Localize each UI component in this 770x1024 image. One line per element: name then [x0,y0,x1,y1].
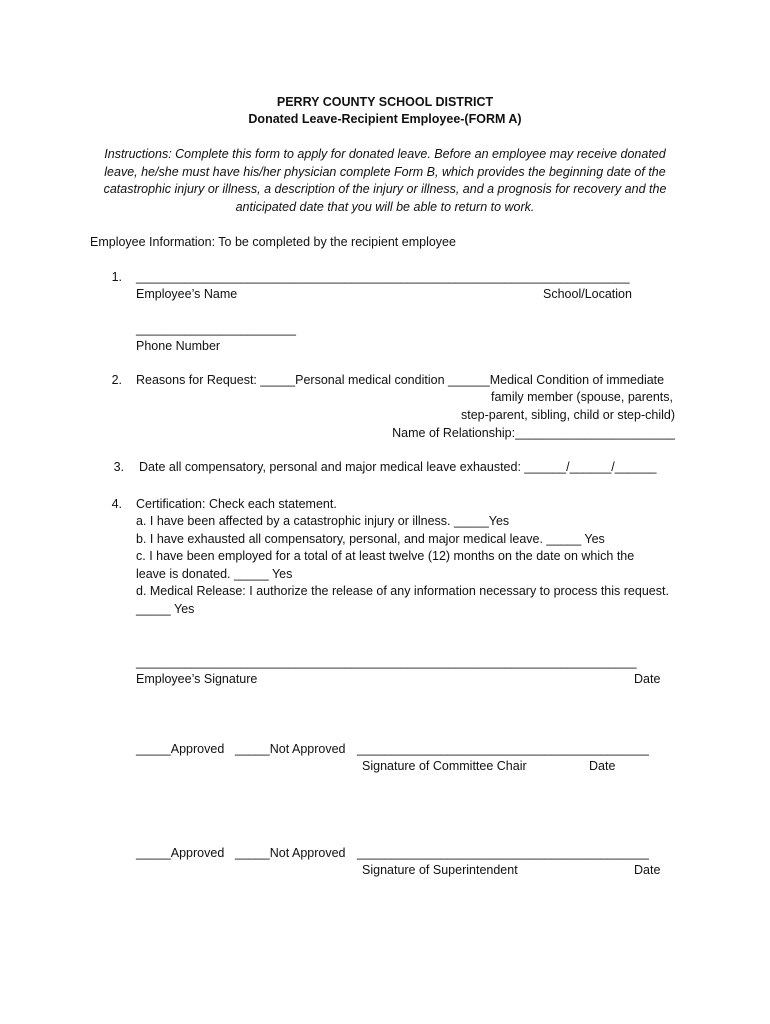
district-title: PERRY COUNTY SCHOOL DISTRICT [276,95,494,109]
superintendent-date-label: Date [634,863,661,877]
name-of-relationship-field[interactable]: Name of Relationship:_______________________ [392,426,675,440]
phone-number-label: Phone Number [136,339,221,353]
committee-signature-line[interactable]: __________________________________________ [357,742,649,756]
instructions-text: Instructions: Complete this form to apply for donated leave. Before an employee may receive donated leave, he/she must have his/her physician complete Form B, which provides the beginning date of the catastrophic injury or illness, a description of the injury or illness, and a prognosis for recovery and the anticipated date that you will be able to return to work. [103,147,667,214]
certification-c-line1: c. I have been employed for a total of at least twelve (12) months on the date on which the [136,549,635,563]
superintendent-not-approved-option[interactable]: _____Not Approved [235,846,346,860]
employee-signature-label: Employee’s Signature [136,672,258,686]
committee-approved-option[interactable]: _____Approved [136,742,225,756]
superintendent-approved-option[interactable]: _____Approved [136,846,225,860]
item-4-number: 4. [111,497,122,511]
committee-date-label: Date [589,759,616,773]
certification-heading: Certification: Check each statement. [136,497,337,511]
phone-number-line[interactable]: _______________________ [136,322,296,336]
certification-d-line2[interactable]: _____ Yes [136,602,195,616]
employee-signature-line[interactable]: ________________________________________________________________________ [136,655,637,669]
reasons-for-request[interactable]: Reasons for Request: _____Personal medical condition ______Medical Condition of immediate [136,373,665,387]
form-title: Donated Leave-Recipient Employee-(FORM A) [248,112,522,126]
item-2-number: 2. [111,373,122,387]
superintendent-signature-label: Signature of Superintendent [362,863,518,877]
superintendent-signature-line[interactable]: __________________________________________ [357,846,649,860]
school-location-label: School/Location [543,287,632,301]
employee-name-line[interactable]: _______________________________________________________________________ [136,270,630,284]
certification-d-line1: d. Medical Release: I authorize the release of any information necessary to process this request. [136,584,669,598]
item-1-number: 1. [111,270,122,284]
employee-signature-date-label: Date [634,672,661,686]
family-member-text: family member (spouse, parents, [490,390,673,404]
employee-name-label: Employee’s Name [136,287,238,301]
step-parent-text: step-parent, sibling, child or step-child) [461,408,675,422]
certification-b[interactable]: b. I have exhausted all compensatory, personal, and major medical leave. _____ Yes [136,532,605,546]
item-3-number: 3. [113,460,124,474]
employee-info-heading: Employee Information: To be completed by the recipient employee [90,235,456,249]
committee-signature-label: Signature of Committee Chair [362,759,527,773]
committee-not-approved-option[interactable]: _____Not Approved [235,742,346,756]
certification-c-line2[interactable]: leave is donated. _____ Yes [136,567,293,581]
leave-exhausted-date-field[interactable]: Date all compensatory, personal and major medical leave exhausted: ______/______/______ [139,460,657,474]
certification-a[interactable]: a. I have been affected by a catastrophic injury or illness. _____Yes [136,514,510,528]
